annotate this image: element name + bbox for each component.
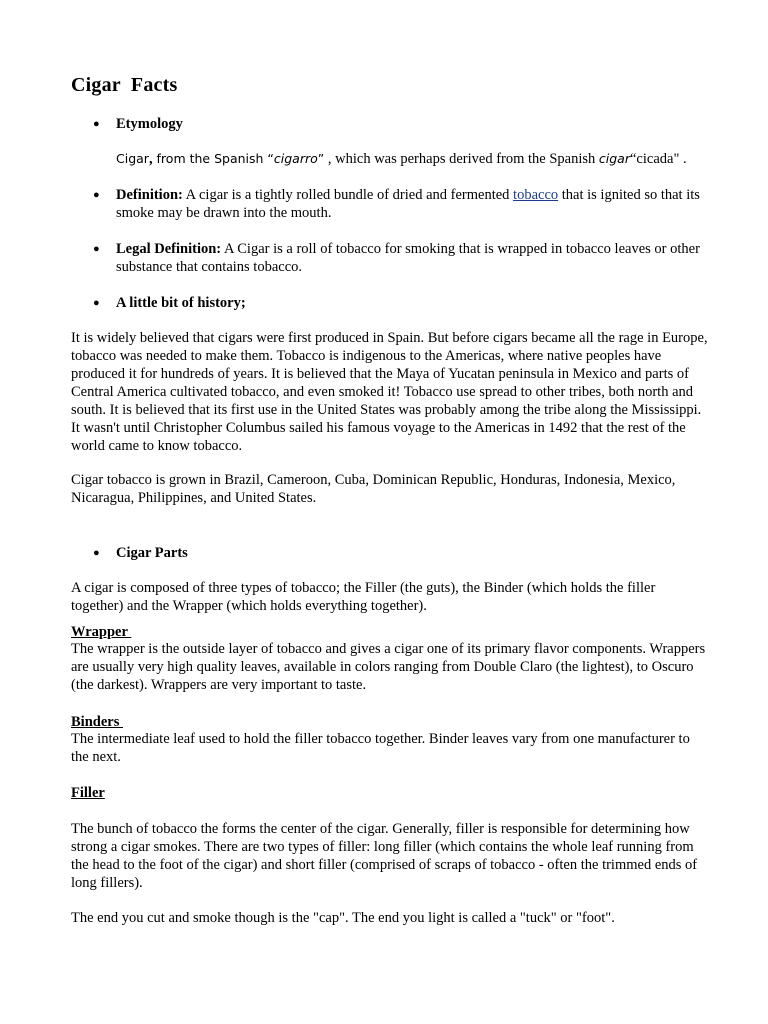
etymology-line: Cigar, from the Spanish “cigarro” , which was perhaps derived from the Spanish cigar“cicada" .: [116, 151, 687, 167]
binders-text: The intermediate leaf used to hold the filler tobacco together. Binder leaves vary from one manufacturer to the next.: [71, 731, 690, 765]
history-paragraph: It is widely believed that cigars were first produced in Spain. But before cigars became all the rage in Europe, tobacco was needed to make them. Tobacco is indigenous to the Americas, where native peoples have produced it for hundreds of years. It is believed that the Maya of Yucatan peninsula in Mexico and parts of Central America cultivated tobacco, and even smoked it! Tobacco use spread to other tribes, both north and south. It is believed that its first use in the United States was probably among the tribe along the Mississippi. It wasn't until Christopher Columbus sailed his famous voyage to the Americas in 1492 that the rest of the world came to know tobacco.: [71, 330, 708, 454]
history-heading: A little bit of history;: [116, 295, 246, 311]
filler-heading: Filler: [71, 785, 105, 801]
cigar-word: cigar: [598, 151, 630, 166]
binders-heading: Binders: [71, 714, 123, 730]
definition-text: Definition: A cigar is a tightly rolled bundle of dried and fermented tobacco that is ignited so that its smoke may be drawn into the mouth.: [116, 187, 700, 221]
bullet-dot: ●: [93, 297, 100, 309]
page-title: Cigar Facts: [71, 74, 178, 96]
cigar-parts-heading: Cigar Parts: [116, 545, 188, 561]
tobacco-link[interactable]: tobacco: [513, 187, 559, 203]
cigarro-word: cigarro: [273, 151, 318, 166]
filler-text: The bunch of tobacco the forms the center of the cigar. Generally, filler is responsible for determining how strong a cigar smokes. There are two types of filler: long filler (which contains the whole leaf running from the head to the foot of the cigar) and short filler (comprised of scraps of tobacco - often the trimmed ends of long fillers).: [71, 821, 698, 891]
wrapper-text: The wrapper is the outside layer of tobacco and gives a cigar one of its primary flavor components. Wrappers are usually very high quality leaves, available in colors ranging from Double Claro (the lightest), to Oscuro (the darkest). Wrappers are very important to taste.: [71, 641, 706, 693]
wrapper-heading: Wrapper: [71, 624, 132, 640]
bullet-dot: ●: [93, 189, 100, 201]
bullet-dot: ●: [93, 118, 100, 130]
etymology-heading: Etymology: [116, 116, 183, 132]
parts-intro: A cigar is composed of three types of tobacco; the Filler (the guts), the Binder (which holds the filler together) and the Wrapper (which holds everything together).: [71, 580, 656, 614]
bullet-dot: ●: [93, 243, 100, 255]
grown-paragraph: Cigar tobacco is grown in Brazil, Cameroon, Cuba, Dominican Republic, Honduras, Indonesia, Mexico, Nicaragua, Philippines, and United States.: [71, 472, 676, 506]
legal-definition-text: Legal Definition: A Cigar is a roll of tobacco for smoking that is wrapped in tobacco leaves or other substance that contains tobacco.: [116, 241, 700, 275]
end-paragraph: The end you cut and smoke though is the "cap". The end you light is called a "tuck" or "foot".: [71, 910, 615, 926]
bullet-dot: ●: [93, 547, 100, 559]
